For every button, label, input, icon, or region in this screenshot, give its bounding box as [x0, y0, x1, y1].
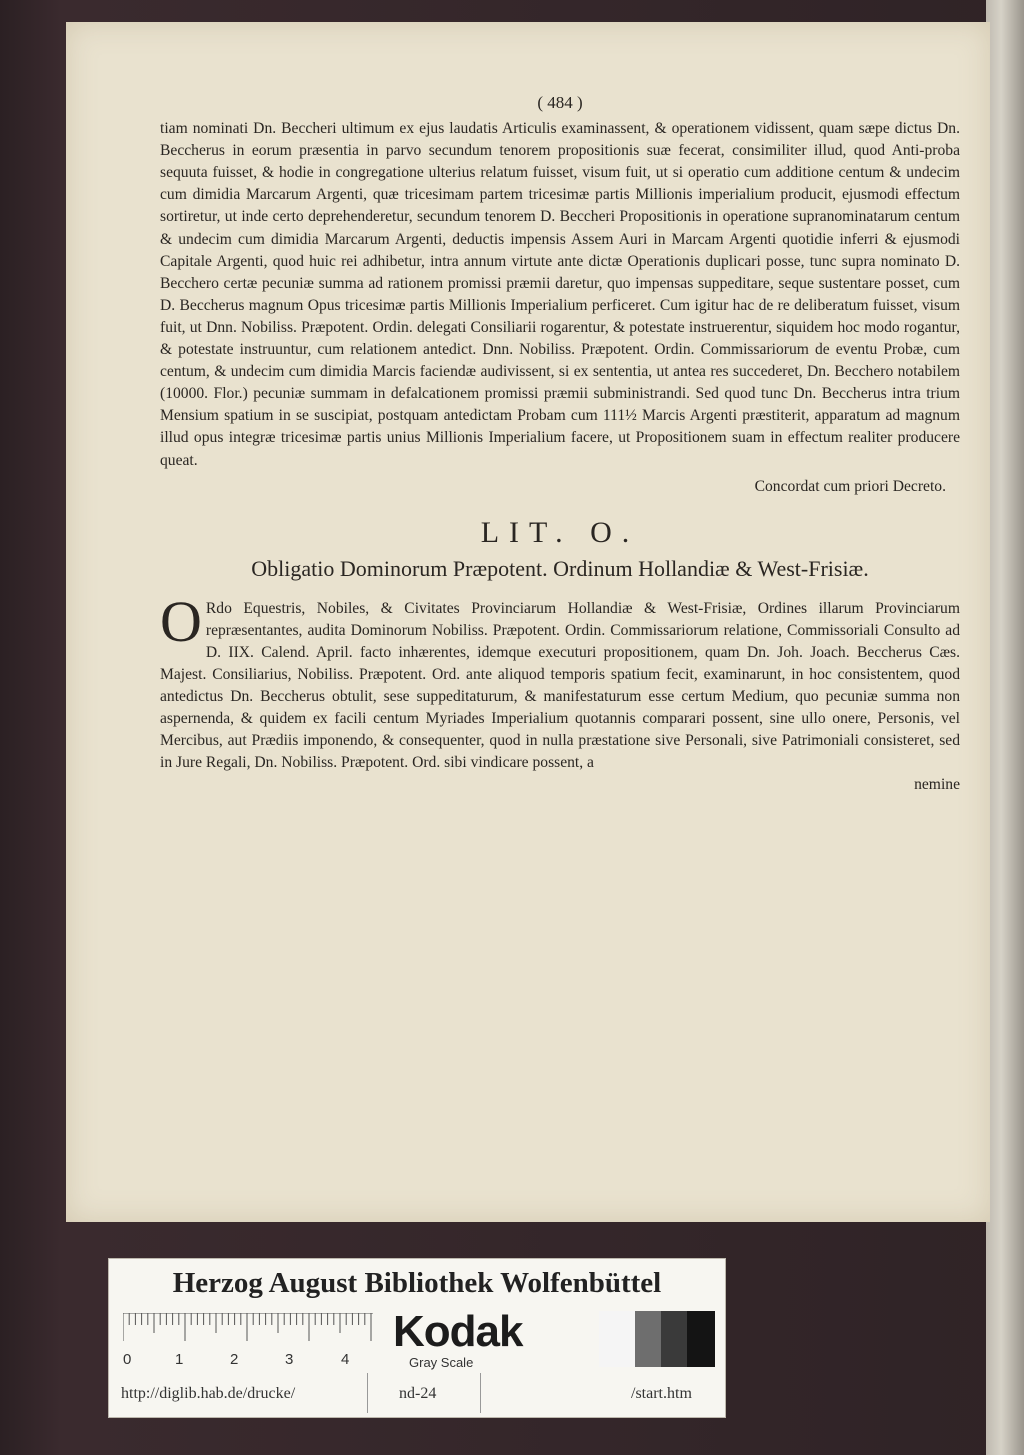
paragraph-obligatio-text: Rdo Equestris, Nobiles, & Civitates Provinciarum Hollandiæ & West-Frisiæ, Ordines illarum Provinciarum repræsentantes, audita Dominorum Nobiliss. Præpotent. Ordin. Commissariorum relatione, Commissoriali Consulto ad D. IIX. Calend. April. facto inhærentes, idemque executuri propositionem, quam Dn. Joh. Joach. Beccherus Cæs. Majest. Consiliarius, Nobiliss. Præpotent. Ord. ante aliquod temporis spatium fecit, examinarunt, in hoc consistentem, quod antedictus Dn. Beccherus obtulit, sese suppeditaturum, & manifestaturum esse certum Medium, quo pecuniæ summa non aspernenda, & quidem ex facili centum Myriades Imperialium quotannis comparari possent, sine ullo onere, Personis, vel Mercibus, aut Prædiis imponendo, & consequenter, quod in nulla præstatione sive Personali, sive Patrimoniali consisteret, sed in Jure Regali, Dn. Nobiliss. Præpotent. Ord. sibi vindicare possent, a: [160, 599, 960, 772]
gray-swatch-mid: [635, 1311, 661, 1367]
scale-number-4: 4: [341, 1351, 350, 1368]
url-code: nd-24: [399, 1385, 437, 1402]
section-subtitle: Obligatio Dominorum Præpotent. Ordinum Hollandiæ & West-Frisiæ.: [251, 555, 869, 581]
url-suffix: /start.htm: [631, 1385, 692, 1402]
scale-number-1: 1: [175, 1351, 184, 1368]
scale-number-3: 3: [285, 1351, 294, 1368]
section-title: LIT. O.: [480, 515, 640, 549]
paragraph-continuation: tiam nominati Dn. Beccheri ultimum ex ejus laudatis Articulis examinassent, & operationem vidissent, quam sæpe dictus Dn. Beccherus in eorum præsentia in parvo secundum tenorem propositionis suæ fecerat, consimiliter illud, quod Anti-proba sequuta fuisset, & hodie in congregatione ulterius relatum fuisset, visum fuit, ut si operatio cum additione centum & undecim cum dimidia Marcarum Argenti, quæ tricesimam partem tricesimæ partis Millionis imperialium producit, ejusmodi effectum sortiretur, ut inde certo deprehenderetur, secundum tenorem D. Beccheri Propositionis in operatione supranominatarum centum & undecim cum dimidia Marcarum Argenti, deductis impensis Assem Auri in Marcam Argenti quotidie inferri & ejusmodi Capitale Argenti, quod huic rei adhibetur, intra annum virtute ante dictæ Operationis duplicari posse, tunc supra nominato D. Becchero certæ pecuniæ summa ad rationem promissi præmii daretur, quo impensas suppeditare, seque sustentare posset, cum D. Beccherus magnum Opus tricesimæ partis Millionis Imperialium perficeret. Cum igitur hac de re deliberatum fuisset, visum fuit, ut Dnn. Nobiliss. Præpotent. Ordin. delegati Consiliarii rogarentur, & potestate instruerentur, siquidem hoc modo rogantur, & potestate instruuntur, cum relationem antedict. Dnn. Nobiliss. Præpotent. Ordin. Commissariorum de eventu Probæ, cum centum, & undecim cum dimidia Marcis faciendæ audivissent, si ex sententia, ut antea res succederet, Dn. Becchero notabilem (10000. Flor.) pecuniæ summam in defalcationem promissi præmii subministrandi. Sed quod tunc Dn. Beccherus intra trium Mensium spatium in se suscipiat, postquam antedictam Probam cum 111½ Marcis Argenti præstiterit, apparatum ad magnum illud opus integræ tricesimæ partis unius Millionis Imperialium facere, ut Propositionem suam in effectum realiter producere queat.: [160, 120, 960, 469]
next-page-edge: [986, 0, 1024, 1455]
paragraph-obligatio: [160, 588, 960, 775]
archive-label: [108, 1258, 726, 1418]
catchword: nemine: [914, 776, 960, 794]
gray-scale-caption: Gray Scale: [409, 1355, 474, 1370]
concordat-note: Concordat cum priori Decreto.: [754, 477, 946, 495]
scale-number-2: 2: [230, 1351, 239, 1368]
gray-swatch-white: [599, 1311, 635, 1367]
url-prefix: http://diglib.hab.de/drucke/: [121, 1385, 296, 1402]
kodak-logo: Kodak: [393, 1307, 523, 1356]
library-title: Herzog August Bibliothek Wolfenbüttel: [172, 1267, 662, 1299]
page-header: ( 484 ): [537, 93, 583, 112]
scale-number-0: 0: [123, 1351, 132, 1368]
page-text: [160, 92, 960, 797]
gray-swatch-black: [687, 1311, 715, 1367]
gray-swatch-dark: [661, 1311, 687, 1367]
ruler-scale: [123, 1313, 373, 1343]
dropcap-letter: O: [160, 588, 202, 654]
